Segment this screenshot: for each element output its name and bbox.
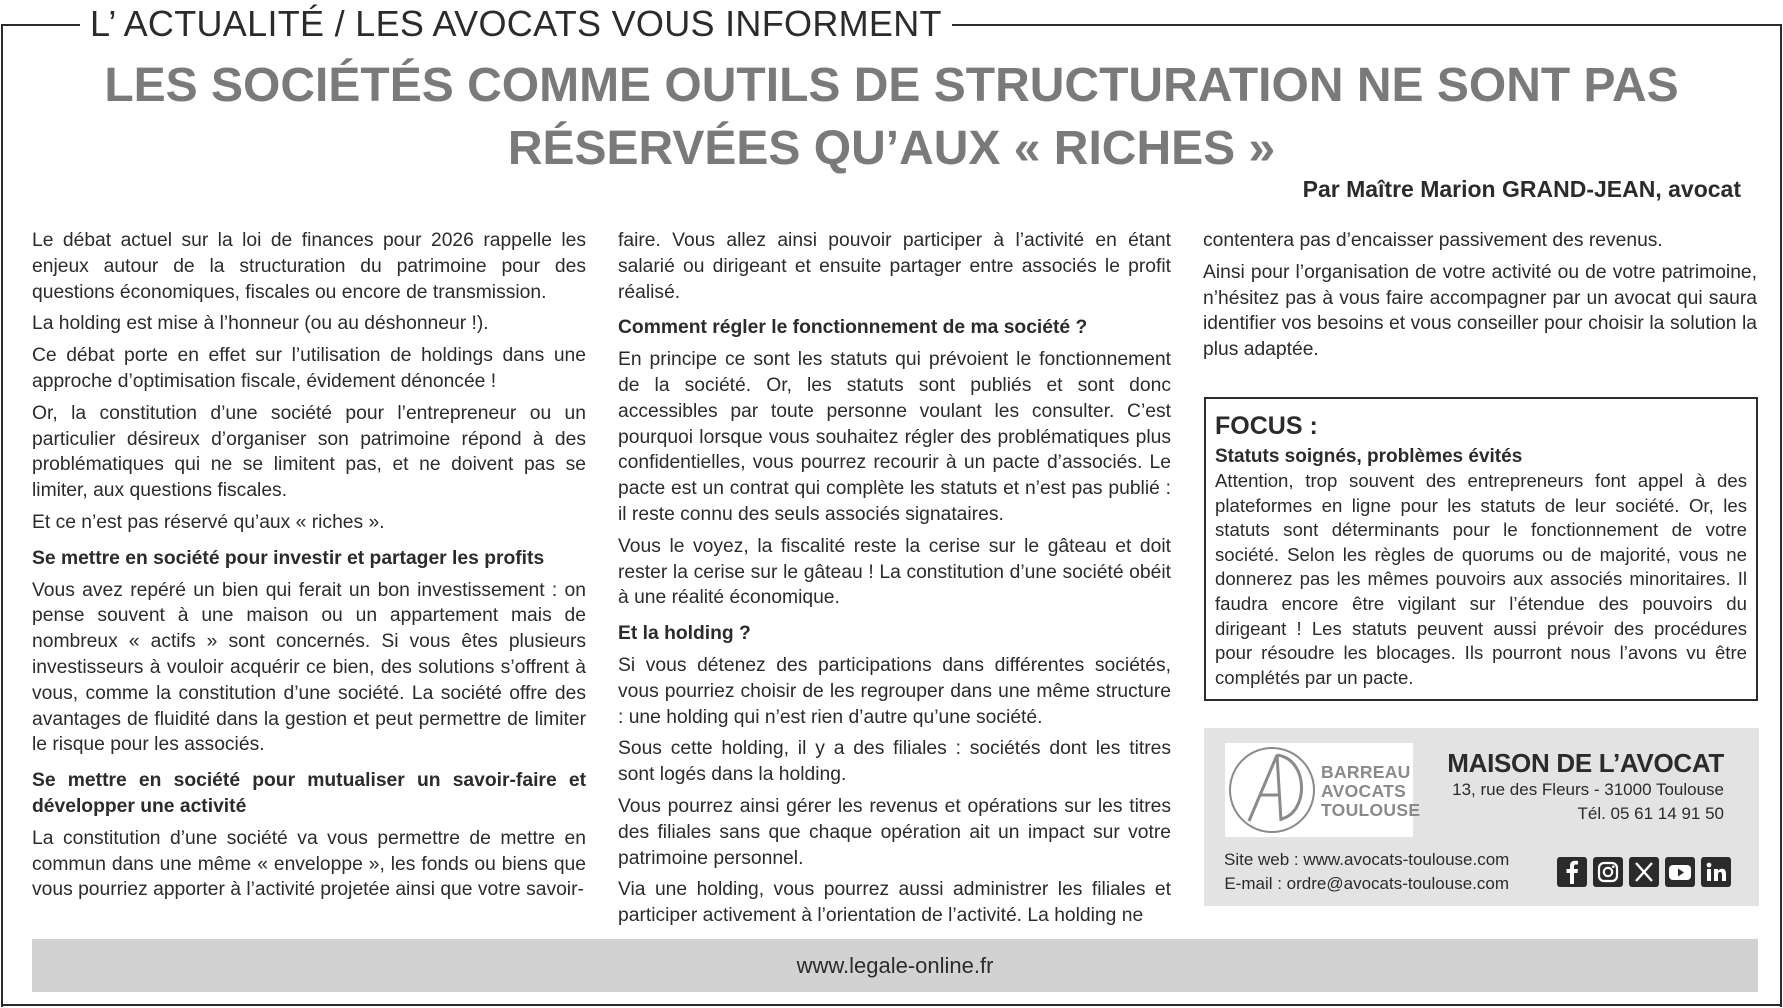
paragraph: Vous le voyez, la fiscalité reste la cerise sur le gâteau et doit rester la cerise sur le gâteau ! La constitution d’une société obéit à une réalité économique. [618, 535, 1171, 609]
focus-title: FOCUS : [1215, 412, 1318, 440]
frame-bottom-rule [1, 1004, 1782, 1006]
barreau-logo-emblem-icon [1229, 747, 1315, 833]
paragraph: Le débat actuel sur la loi de finances pour 2026 rappelle les enjeux autour de la structuration du patrimoine pour des questions économiques, fiscales ou encore de transmission. [32, 230, 586, 303]
focus-subtitle: Statuts soignés, problèmes évités [1215, 446, 1523, 467]
social-icons [1557, 857, 1731, 887]
focus-text: Attention, trop souvent des entrepreneurs font appel à des plateformes en ligne pour les statuts de leur société. Or, les statuts sont déterminants pour le fonctionnement de votre société. Selon les règles de quorums ou de majorité, vous ne donnerez pas les mêmes pouvoirs aux associés minoritaires. Il faudra encore être vigilant sur l’étendue des pouvoirs du dirigeant ! Les statuts peuvent aussi prévoir des procédures pour résoudre les blocages. Ils pourront nous l’avons vu être complétés par un pacte. [1215, 470, 1747, 688]
paragraph: La constitution d’une société va vous permettre de mettre en commun dans une même « enveloppe », les fonds ou biens que vous pourriez apporter à l’activité projetée ainsi que votre savoir- [32, 827, 586, 901]
subheading: Comment régler le fonctionnement de ma société ? [618, 317, 1088, 339]
subheading: Se mettre en société pour mutualiser un savoir-faire et développer une activité [32, 770, 586, 817]
linkedin-icon[interactable] [1701, 857, 1731, 887]
maison-web-contact [1224, 848, 1509, 896]
paragraph: Vous avez repéré un bien qui ferait un bon investissement : on pense souvent à une maison ou un appartement mais de nombreux « actifs » sont concernés. Si vous êtes plusieurs investisseurs à vouloir acquérir ce bien, des solutions s’offrent à vous, comme la constitution d’une société. La société offre des avantages de fluidité dans la gestion et peut permettre de limiter le risque pour les associés. [32, 579, 586, 756]
paragraph: Et ce n’est pas réservé qu’aux « riches ». [32, 511, 385, 533]
paragraph: contentera pas d’encaisser passivement des revenus. [1203, 230, 1663, 251]
maison-title: MAISON DE L’AVOCAT [1447, 748, 1724, 778]
article-column-2 [618, 228, 1171, 935]
email-link[interactable]: E-mail : ordre@avocats-toulouse.com [1224, 874, 1509, 893]
phone-line: Tél. 05 61 14 91 50 [1577, 804, 1724, 823]
subheading: Se mettre en société pour investir et partager les profits [32, 547, 545, 569]
youtube-icon[interactable] [1665, 857, 1695, 887]
focus-box [1204, 397, 1758, 701]
paragraph: La holding est mise à l’honneur (ou au déshonneur !). [32, 313, 489, 335]
section-header: L’ ACTUALITÉ / LES AVOCATS VOUS INFORMENT [80, 2, 952, 46]
article-column-1 [32, 228, 586, 909]
website-link[interactable]: Site web : www.avocats-toulouse.com [1224, 850, 1510, 869]
subheading: Et la holding ? [618, 623, 751, 645]
headline-line-2: RÉSERVÉES QU’AUX « RICHES » [507, 122, 1276, 175]
paragraph: Si vous détenez des participations dans différentes sociétés, vous pourriez choisir de les regrouper dans une même structure : une holding qui n’est rien d’autre qu’une société. [618, 654, 1171, 728]
facebook-icon[interactable] [1557, 857, 1587, 887]
article-column-3 [1203, 228, 1757, 369]
paragraph: Or, la constitution d’une société pour l’entrepreneur ou un particulier désireux d’organiser son patrimoine répond à des problématiques qui ne se limitent pas, et ne doivent pas se limiter, aux questions fiscales. [32, 402, 586, 502]
paragraph: Ce débat porte en effet sur l’utilisation de holdings dans une approche d’optimisation fiscale, évidement dénoncée ! [32, 345, 586, 392]
headline [40, 54, 1743, 180]
barreau-logo [1225, 743, 1421, 837]
maison-address [1452, 778, 1724, 826]
byline: Par Maître Marion GRAND-JEAN, avocat [1302, 176, 1741, 202]
contact-box [1204, 728, 1759, 906]
paragraph: Vous pourrez ainsi gérer les revenus et opérations sur les titres des filiales sans que chaque opération ait un impact sur votre patrimoine personnel. [618, 795, 1171, 869]
paragraph: Ainsi pour l’organisation de votre activité ou de votre patrimoine, n’hésitez pas à vous faire accompagner par un avocat qui saura identifier vos besoins et vous conseiller pour choisir la solution la plus adaptée. [1203, 261, 1757, 361]
barreau-logo-text: BARREAU AVOCATS TOULOUSE [1321, 762, 1421, 820]
instagram-icon[interactable] [1593, 857, 1623, 887]
paragraph: faire. Vous allez ainsi pouvoir participer à l’activité en étant salarié ou dirigeant et ensuite partager entre associés le profit réalisé. [618, 230, 1171, 303]
x-icon[interactable] [1629, 857, 1659, 887]
headline-line-1: LES SOCIÉTÉS COMME OUTILS DE STRUCTURATION NE SONT PAS [104, 59, 1679, 112]
paragraph: Via une holding, vous pourrez aussi administrer les filiales et participer activement à l’orientation de l’activité. La holding ne [618, 879, 1171, 927]
paragraph: En principe ce sont les statuts qui prévoient le fonctionnement de la société. Or, les statuts sont publiés et sont donc accessibles par toute personne voulant les consulter. C’est pourquoi lorsque vous souhaitez régler des problématiques plus confidentielles, vous pourrez recourir à un pacte d’associés. Le pacte est un contrat qui complète les statuts et n’est pas publié : il reste connu des seuls associés signataires. [618, 349, 1171, 525]
paragraph: Sous cette holding, il y a des filiales : sociétés dont les titres sont logés dans la holding. [618, 738, 1171, 786]
footer-url[interactable]: www.legale-online.fr [32, 939, 1758, 992]
address-line: 13, rue des Fleurs - 31000 Toulouse [1452, 780, 1724, 799]
